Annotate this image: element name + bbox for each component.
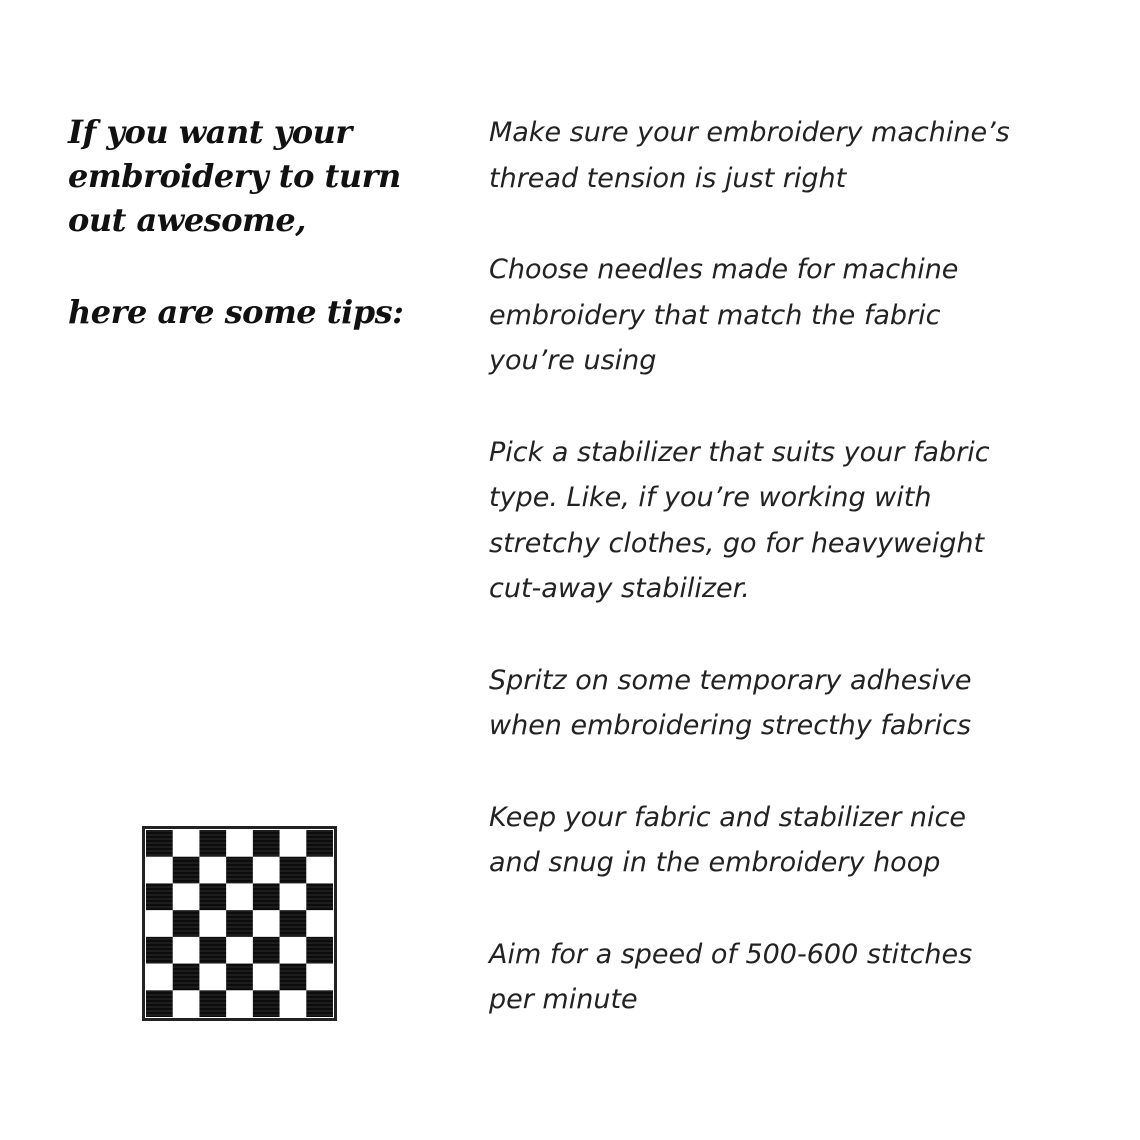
intro-line-1: If you want your [68, 113, 352, 151]
checker-dark-cell [146, 937, 173, 964]
checker-dark-cell [280, 857, 307, 884]
intro-spacer [68, 242, 448, 290]
tip-line: Pick a stabilizer that suits your fabric [489, 436, 990, 468]
tip-line: Make sure your embroidery machine’s [489, 117, 1010, 148]
checker-dark-cell [226, 964, 253, 991]
tips-list [489, 110, 1089, 1023]
checker-dark-cell [306, 883, 333, 910]
tip-speed [489, 932, 1089, 1023]
tip-needles [489, 247, 1089, 384]
checker-dark-cell [199, 937, 226, 964]
tip-line: and snug in the embroidery hoop [489, 847, 941, 878]
checker-dark-cell [253, 883, 280, 910]
tip-line: when embroidering strecthy fabrics [489, 710, 972, 741]
intro-heading [68, 110, 448, 334]
checker-dark-cell [173, 910, 200, 937]
tip-line: Keep your fabric and stabilizer nice [489, 801, 966, 833]
tip-hoop [489, 795, 1089, 886]
checker-dark-cell [199, 990, 226, 1017]
tip-adhesive [489, 658, 1089, 749]
tip-stabilizer [489, 430, 1089, 612]
tip-line: Spritz on some temporary adhesive [489, 664, 972, 696]
checker-dark-cell [146, 883, 173, 910]
tip-line: per minute [489, 984, 638, 1015]
intro-line-3: out awesome, [68, 201, 306, 239]
intro-lead: here are some tips: [68, 293, 404, 331]
checker-dark-cell [280, 964, 307, 991]
tip-line: embroidery that match the fabric [489, 299, 941, 331]
checker-dark-cell [146, 990, 173, 1017]
tip-line: stretchy clothes, go for heavyweight [489, 527, 985, 559]
checker-dark-cell [199, 883, 226, 910]
checker-dark-cell [226, 857, 253, 884]
checker-dark-cell [253, 937, 280, 964]
tip-thread-tension [489, 110, 1089, 201]
tip-line: cut-away stabilizer. [489, 573, 750, 604]
checker-dark-cell [306, 990, 333, 1017]
checker-dark-cell [146, 830, 173, 857]
checker-dark-cell [199, 830, 226, 857]
tip-line: Aim for a speed of 500-600 stitches [489, 938, 973, 970]
tip-line: type. Like, if you’re working with [489, 482, 932, 513]
checker-dark-cell [253, 990, 280, 1017]
intro-line-2: embroidery to turn [68, 157, 401, 195]
checker-dark-cell [280, 910, 307, 937]
checker-dark-cell [306, 937, 333, 964]
tip-line: you’re using [489, 345, 657, 376]
checker-dark-cell [226, 910, 253, 937]
checkerboard-embroidery-icon [142, 826, 337, 1021]
checker-dark-cell [306, 830, 333, 857]
tip-line: Choose needles made for machine [489, 254, 959, 285]
checker-dark-cell [253, 830, 280, 857]
checker-dark-cell [173, 857, 200, 884]
tip-line: thread tension is just right [489, 162, 847, 194]
checkerboard-cells [146, 830, 333, 1017]
checker-dark-cell [173, 964, 200, 991]
